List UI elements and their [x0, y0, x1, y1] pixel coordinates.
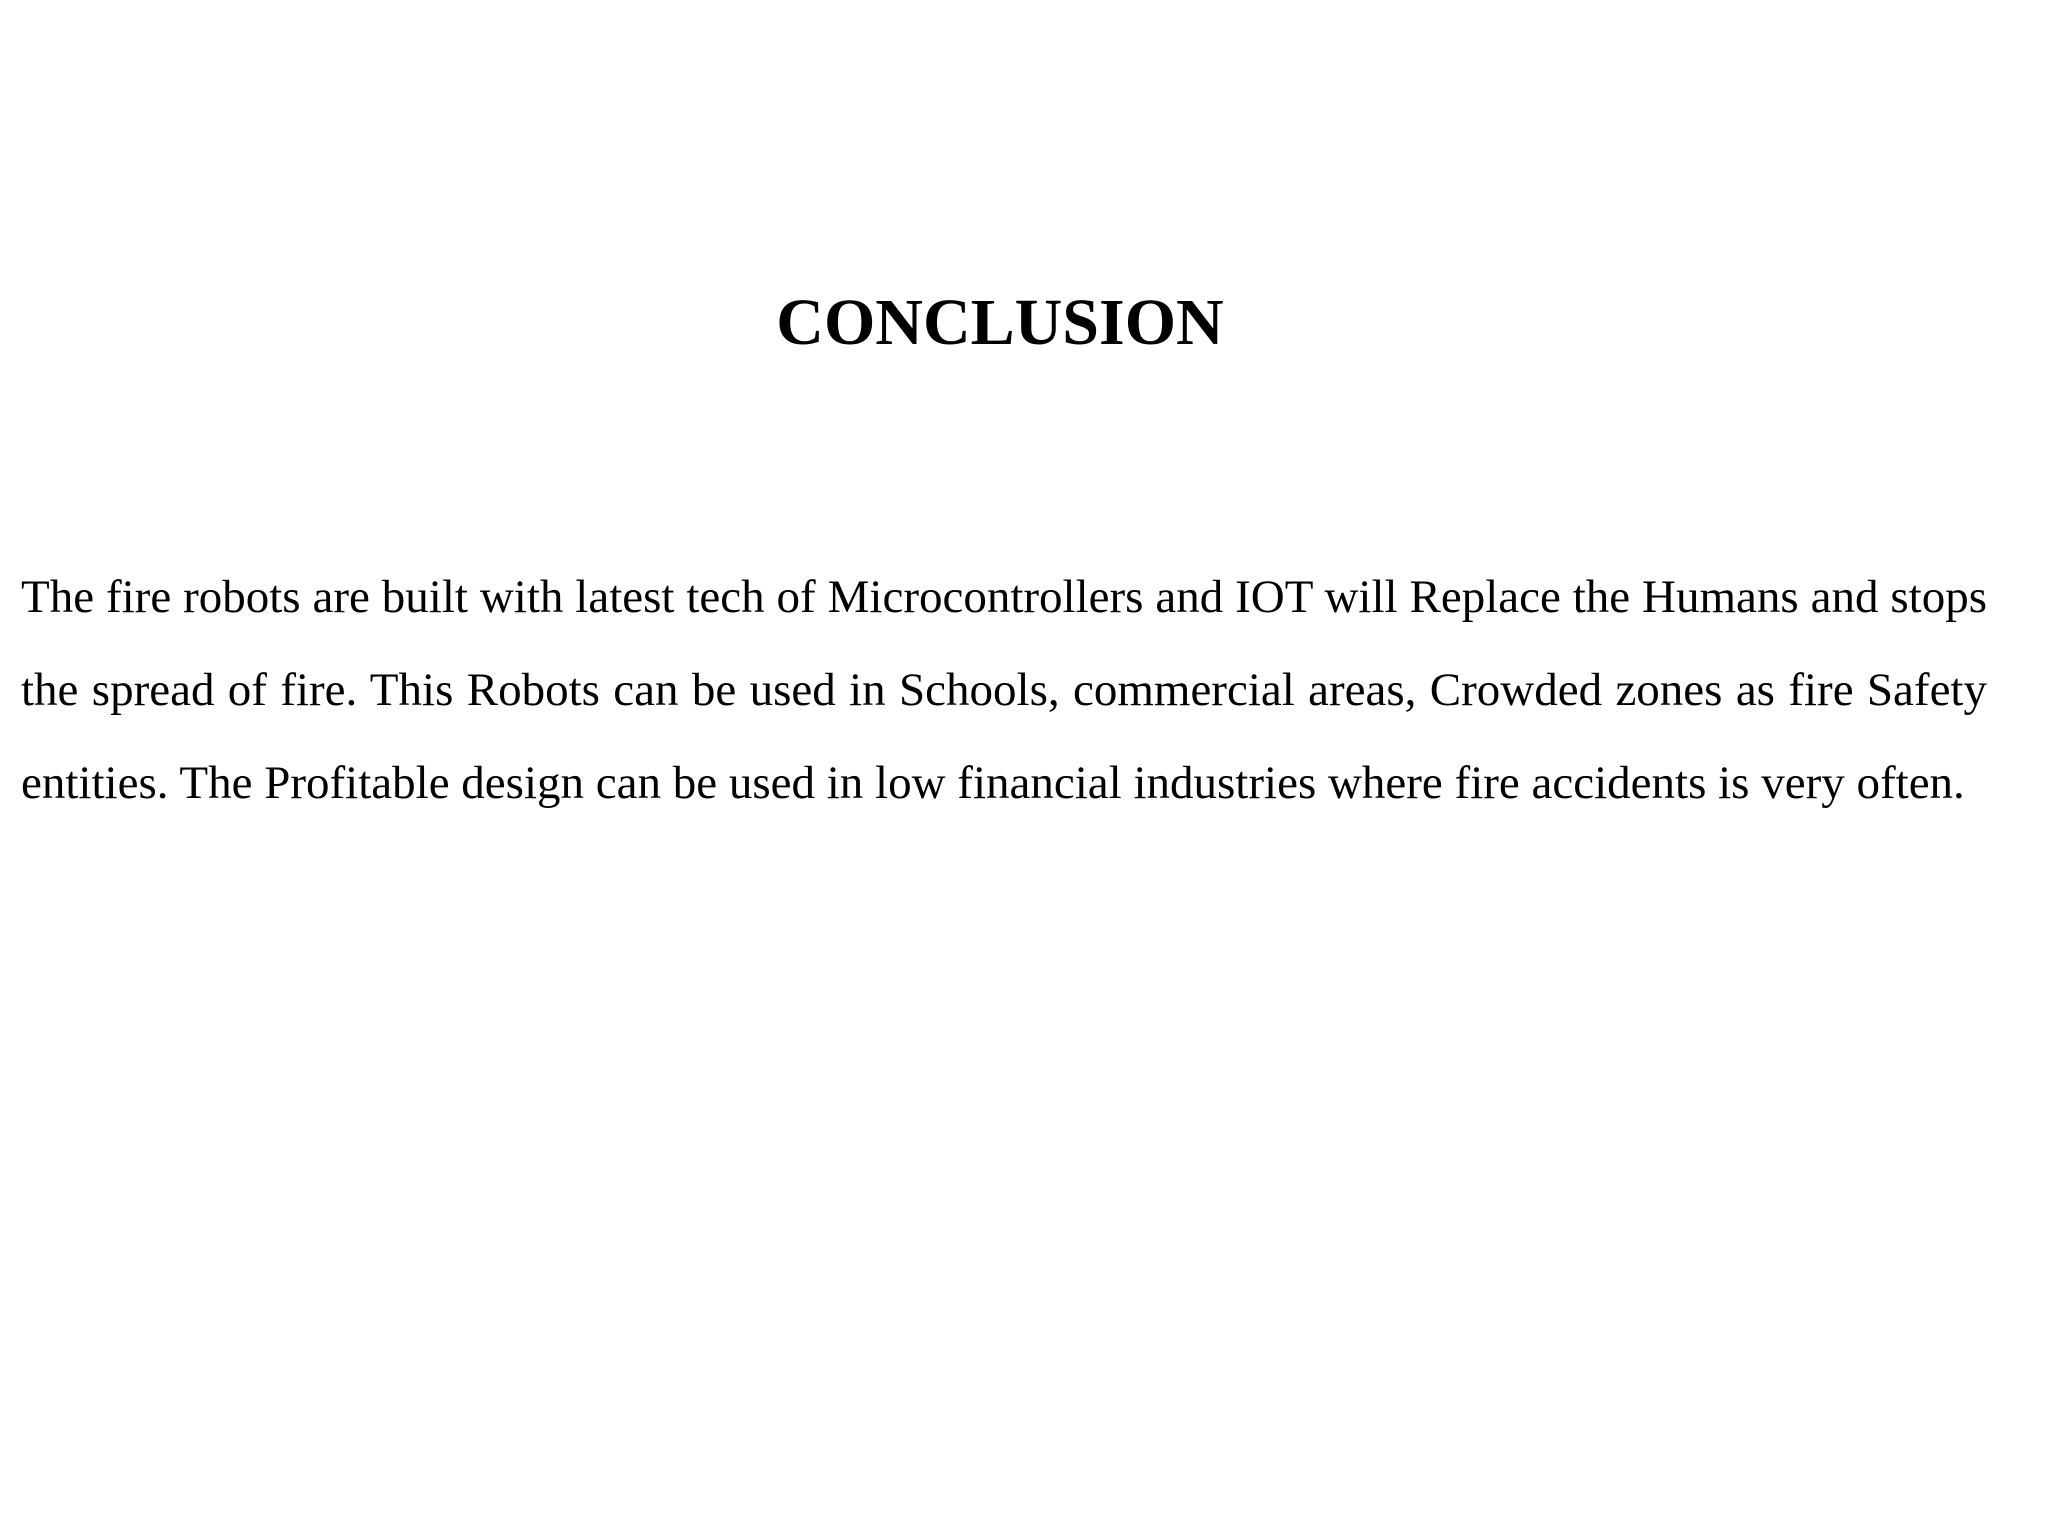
page-title: CONCLUSION: [776, 286, 1224, 359]
conclusion-paragraph: The fire robots are built with latest tech of Microcontrollers and IOT will Replace the Humans and stops the spread of fire. This Robots can be used in Schools, commercial areas, Crowded zones as fire Safety entities. The Profitable design can be used in low financial industries where fire accidents is very often.: [21, 571, 1987, 809]
